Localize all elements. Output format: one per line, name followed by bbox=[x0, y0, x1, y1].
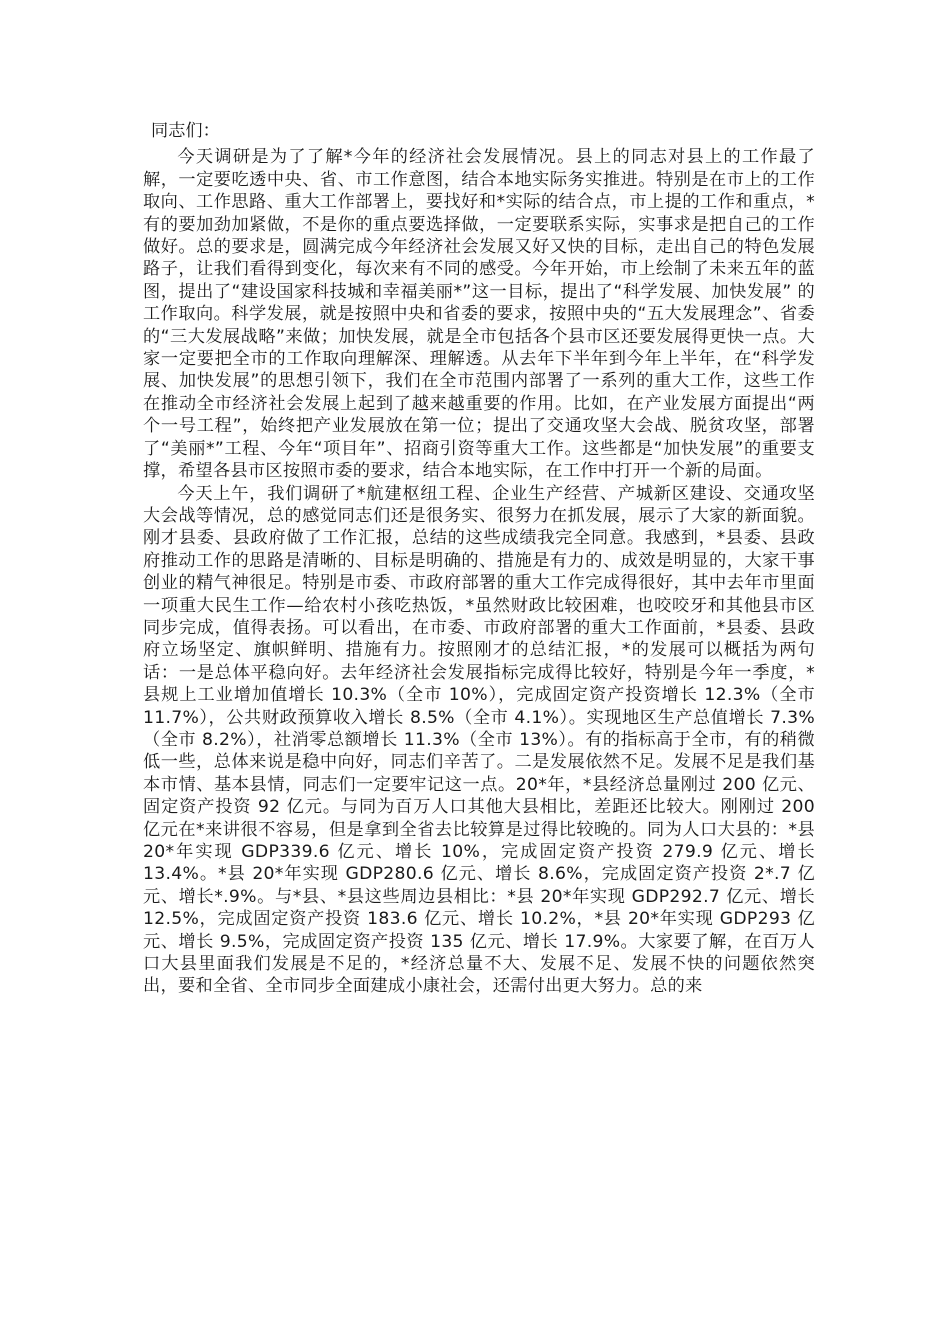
greeting: 同志们： bbox=[151, 121, 220, 141]
paragraph-1: 今天调研是为了了解*今年的经济社会发展情况。县上的同志对县上的工作最了解，一定要吃透中央、省、市工作意图，结合本地实际务实推进。特别是在市上的工作取向、工作思路、重大工作部署上，要找好和*实际的结合点，市上提的工作和重点，*有的要加劲加紧做，不是你的重点要选择做，一定要联系实际，实事求是把自己的工作做好。总的要求是，圆满完成今年经济社会发展又好又快的目标，走出自己的特色发展路子，让我们看得到变化，每次来有不同的感受。今年开始，市上绘制了未来五年的蓝图，提出了“建设国家科技城和幸福美丽*”这一目标，提出了“科学发展、加快发展” 的工作取向。科学发展，就是按照中央和省委的要求，按照中央的“五大发展理念”、省委的“三大发展战略”来做；加快发展，就是全市包括各个县市区还要发展得更快一点。大家一定要把全市的工作取向理解深、理解透。从去年下半年到今年上半年，在“科学发展、加快发展”的思想引领下，我们在全市范围内部署了一系列的重大工作，这些工作在推动全市经济社会发展上起到了越来越重要的作用。比如，在产业发展方面提出“两个一号工程”，始终把产业发展放在第一位；提出了交通攻坚大会战、脱贫攻坚，部署了“美丽*”工程、今年“项目年”、招商引资等重大工作。这些都是“加快发展”的重要支撑，希望各县市区按照市委的要求，结合本地实际，在工作中打开一个新的局面。 bbox=[143, 147, 815, 482]
paragraph-2: 今天上午，我们调研了*航建枢纽工程、企业生产经营、产城新区建设、交通攻坚大会战等情况，总的感觉同志们还是很务实、很努力在抓发展，展示了大家的新面貌。刚才县委、县政府做了工作汇报，总结的这些成绩我完全同意。我感到，*县委、县政府推动工作的思路是清晰的、目标是明确的、措施是有力的、成效是明显的，大家干事创业的精气神很足。特别是市委、市政府部署的重大工作完成得很好，其中去年市里面一项重大民生工作—给农村小孩吃热饭，*虽然财政比较困难，也咬咬牙和其他县市区同步完成，值得表扬。可以看出，在市委、市政府部署的重大工作面前，*县委、县政府立场坚定、旗帜鲜明、措施有力。按照刚才的总结汇报，*的发展可以概括为两句话：一是总体平稳向好。去年经济社会发展指标完成得比较好，特别是今年一季度，*县规上工业增加值增长 10.3%（全市 10%），完成固定资产投资增长 12.3%（全市 11.7%），公共财政预算收入增长 8.5%（全市 4.1%）。实现地区生产总值增长 7.3%（全市 8.2%），社消零总额增长 11.3%（全市 13%）。有的指标高于全市，有的稍微低一些，总体来说是稳中向好，同志们辛苦了。二是发展依然不足。发展不足是我们基本市情、基本县情，同志们一定要牢记这一点。20*年，*县经济总量刚过 200 亿元、固定资产投资 92 亿元。与同为百万人口其他大县相比，差距还比较大。刚刚过 200 亿元在*来讲很不容易，但是拿到全省去比较算是过得比较晚的。同为人口大县的：*县 20*年实现 GDP339.6 亿元、增长 10%，完成固定资产投资 279.9 亿元、增长 13.4%。*县 20*年实现 GDP280.6 亿元、增长 8.6%，完成固定资产投资 2*.7 亿元、增长*.9%。与*县、*县这些周边县相比：*县 20*年实现 GDP292.7 亿元、增长 12.5%，完成固定资产投资 183.6 亿元、增长 10.2%，*县 20*年实现 GDP293 亿元、增长 9.5%，完成固定资产投资 135 亿元、增长 17.9%。大家要了解，在百万人口大县里面我们发展是不足的，*经济总量不大、发展不足、发展不快的问题依然突出，要和全省、全市同步全面建成小康社会，还需付出更大努力。总的来 bbox=[143, 483, 815, 997]
document-body bbox=[143, 120, 815, 998]
